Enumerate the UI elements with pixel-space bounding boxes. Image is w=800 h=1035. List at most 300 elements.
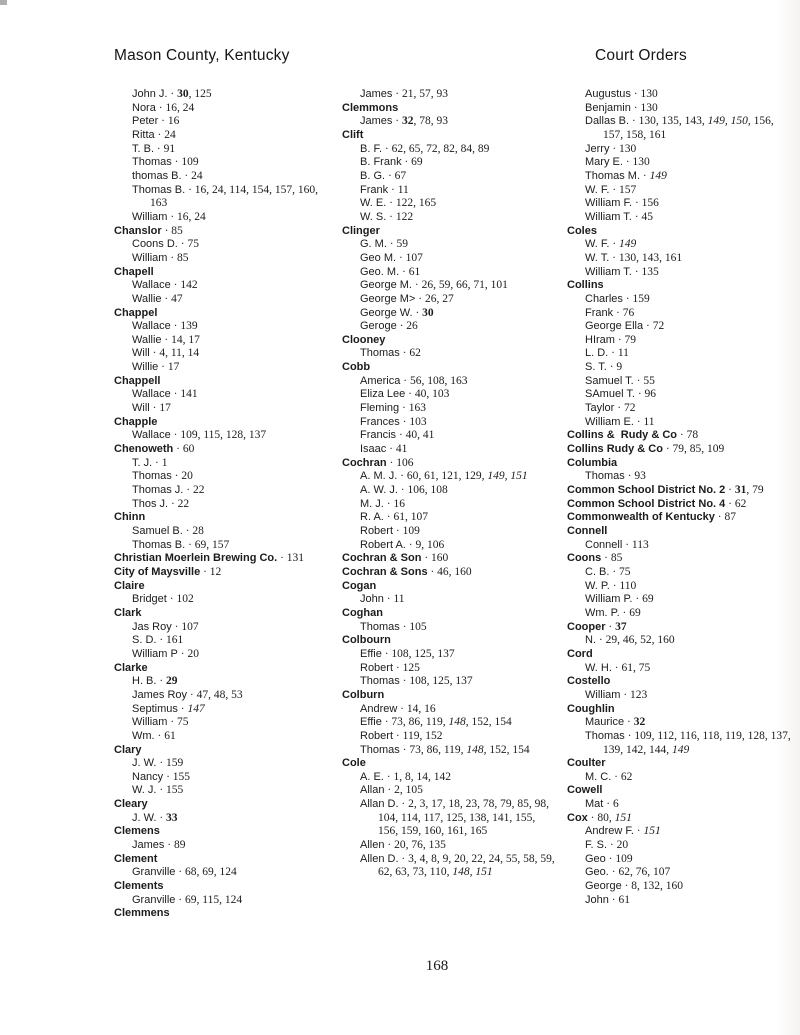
index-entry-segment: A. W. J. (360, 484, 398, 497)
index-entry-segment: William T. (585, 265, 632, 278)
index-entry-segment: 149 (619, 238, 637, 251)
index-surname-entry (114, 443, 328, 457)
index-entry-segment: · (421, 552, 432, 565)
index-given-name-entry (114, 470, 328, 484)
index-entry-segment: 62, 65, 72, 82, 84, 89 (391, 142, 490, 155)
index-entry-segment: Clemmens (114, 907, 170, 920)
index-entry-segment: Ritta (132, 128, 155, 141)
index-entry-segment: · (614, 333, 625, 346)
index-entry-segment: Clary (114, 743, 142, 756)
index-entry-segment: 122, 165 (395, 197, 437, 210)
index-entry-segment: , 152, 154 (483, 743, 530, 756)
index-given-name-entry (567, 716, 791, 730)
index-entry-segment: 73, 86, 119, (391, 716, 449, 729)
index-entry-segment: 17 (167, 361, 180, 374)
index-entry-segment: · (149, 402, 160, 415)
index-entry-segment: · (399, 675, 410, 688)
index-surname-entry (567, 784, 791, 798)
index-entry-segment: · (608, 347, 618, 360)
index-entry-segment: William F. (585, 197, 633, 210)
index-entry-segment: Robert (360, 661, 394, 674)
index-entry-segment: Commonwealth of Kentucky (567, 511, 715, 524)
index-entry-segment: 113 (631, 538, 649, 551)
index-entry-segment: 40, 103 (414, 388, 450, 401)
index-surname-entry (342, 361, 558, 375)
index-entry-segment: Will (132, 402, 150, 415)
index-entry-segment: B. Frank (360, 156, 402, 169)
index-entry-segment: 108, 125, 137 (409, 675, 473, 688)
index-given-name-entry (342, 662, 558, 676)
index-surname-entry (342, 552, 558, 566)
index-entry-segment: 24 (164, 128, 176, 141)
index-entry-segment: 47, 48, 53 (196, 688, 243, 701)
index-given-name-entry (342, 416, 558, 430)
index-given-name-entry (114, 703, 328, 717)
index-entry-segment: 148 (466, 743, 484, 756)
index-entry-segment: 11 (393, 593, 405, 606)
index-given-name-entry (342, 539, 558, 553)
index-entry-segment: 75 (619, 565, 631, 578)
index-entry-segment: 22 (192, 484, 205, 497)
index-entry-segment: 85 (610, 552, 623, 565)
index-entry-segment: Cox (567, 811, 588, 824)
index-given-name-entry (342, 115, 558, 129)
index-entry-segment: Thomas (360, 743, 400, 756)
index-entry-segment: Granville (132, 866, 176, 879)
index-surname-entry (342, 580, 558, 594)
index-given-name-entry (567, 771, 791, 785)
index-entry-segment: Nancy (132, 770, 164, 783)
index-given-name-entry (114, 730, 328, 744)
index-entry-segment: 130, 135, 143, (638, 115, 708, 128)
index-entry-segment: James (360, 88, 393, 100)
index-given-name-entry (114, 170, 328, 184)
index-given-name-entry (114, 320, 328, 334)
index-entry-segment: · (154, 128, 165, 141)
index-entry-segment: · (677, 429, 687, 442)
index-entry-segment: · (393, 729, 403, 742)
index-given-name-entry (114, 634, 328, 648)
index-entry-segment: Chappell (114, 374, 161, 387)
index-entry-segment: Clift (342, 128, 364, 141)
index-entry-segment: · (415, 292, 425, 305)
index-entry-segment: · (607, 839, 617, 852)
index-entry-segment: · (634, 388, 645, 401)
index-entry-segment: 61 (408, 265, 421, 278)
index-entry-segment: Effie (360, 716, 382, 729)
index-given-name-entry (342, 156, 558, 170)
index-entry-segment: Wallace (132, 279, 171, 292)
index-entry-segment: Francis (360, 429, 397, 442)
index-entry-segment: 159 (632, 292, 650, 305)
index-entry-segment: · (609, 251, 619, 264)
index-entry-segment: · (606, 361, 617, 374)
index-entry-segment: · (154, 729, 165, 742)
index-entry-segment: · (399, 402, 409, 415)
index-entry-segment: George (585, 880, 622, 893)
index-given-name-entry (114, 279, 328, 293)
index-entry-segment: Samuel T. (585, 374, 634, 387)
index-entry-segment: W. E. (360, 197, 387, 210)
index-given-name-entry (342, 252, 558, 266)
index-entry-segment: 75 (177, 716, 189, 729)
index-given-name-entry (342, 429, 558, 443)
index-entry-segment: 155 (172, 770, 191, 783)
index-entry-segment: · (383, 497, 394, 510)
index-entry-segment: · (182, 525, 193, 537)
index-entry-segment: · (725, 497, 735, 510)
index-entry-segment: T. J. (132, 456, 153, 469)
index-entry-segment: · (386, 197, 396, 210)
index-entry-segment: 11 (397, 183, 409, 196)
index-entry-segment: · (166, 593, 177, 606)
index-entry-segment: 141 (180, 388, 198, 401)
index-given-name-entry (567, 634, 791, 648)
index-given-name-entry (114, 525, 328, 539)
index-entry-segment: · (383, 770, 394, 783)
index-entry-segment: William E. (585, 415, 634, 428)
index-entry-segment: · (397, 702, 407, 715)
index-entry-segment: 69 (629, 606, 641, 619)
index-surname-entry (567, 812, 791, 826)
index-given-name-entry (342, 279, 558, 293)
index-entry-segment: · (167, 716, 178, 729)
index-entry-segment: 16, 24 (165, 101, 195, 114)
index-entry-segment: 119, 152 (402, 729, 443, 742)
index-surname-entry (114, 375, 328, 389)
index-entry-segment: 130 (632, 156, 650, 169)
index-entry-segment: 59 (396, 238, 408, 251)
index-entry-segment: 16, 24 (177, 210, 206, 223)
index-entry-segment: · (622, 292, 633, 305)
index-entry-segment: 1 (161, 456, 168, 469)
index-entry-segment: 105 (409, 620, 427, 633)
index-entry-segment: · (411, 279, 422, 292)
index-entry-segment: Cobb (342, 361, 371, 374)
index-entry-segment: Chinn (114, 511, 146, 524)
index-entry-segment: Cochran (342, 456, 387, 469)
index-given-name-entry (114, 129, 328, 143)
index-entry-segment: W. F. (585, 183, 610, 196)
index-given-name-entry (114, 784, 328, 798)
index-entry-segment: · (397, 484, 408, 497)
index-surname-entry (342, 689, 558, 703)
index-entry-segment: Coulter (567, 757, 606, 770)
index-surname-entry (114, 607, 328, 621)
index-entry-segment: J. W. (132, 811, 157, 824)
index-given-name-entry (114, 429, 328, 443)
index-column-2 (342, 88, 558, 880)
page-number: 168 (425, 958, 449, 974)
index-entry-segment: 109, 112, 116, 118, 119, 128, 137, 139, 142, 144, (603, 729, 791, 756)
index-given-name-entry (342, 293, 558, 307)
index-entry-segment: Clarke (114, 661, 148, 674)
index-entry-segment: Frank (585, 306, 614, 319)
index-entry-segment: · (175, 866, 185, 879)
index-entry-segment: Andrew (360, 702, 398, 715)
index-given-name-entry (567, 853, 791, 867)
index-surname-entry (567, 225, 791, 239)
index-given-name-entry (114, 102, 328, 116)
index-entry-segment: · (629, 115, 639, 128)
index-entry-segment: 163 (408, 402, 426, 415)
index-entry-segment: Coghan (342, 606, 383, 619)
index-entry-segment: 20 (187, 647, 199, 660)
index-entry-segment: 46, 160 (437, 565, 472, 578)
index-entry-segment: Willie (132, 361, 159, 374)
index-entry-segment: · (619, 606, 630, 619)
index-entry-segment: · (399, 347, 410, 360)
index-entry-segment: 62 (620, 770, 633, 783)
index-entry-segment: · (396, 320, 407, 333)
index-entry-segment: Thomas (585, 729, 625, 742)
index-entry-segment: · (412, 306, 423, 319)
index-entry-segment: James (132, 839, 165, 852)
index-entry-segment: Chenoweth (114, 443, 174, 456)
index-given-name-entry (114, 347, 328, 361)
index-entry-segment: · (383, 593, 394, 606)
index-entry-segment: Thos J. (132, 497, 169, 510)
index-surname-entry (342, 607, 558, 621)
index-entry-segment: 37 (615, 620, 627, 633)
index-entry-segment: 149 (649, 169, 667, 182)
index-entry-segment: 20, 76, 135 (394, 839, 446, 852)
running-header-left: Mason County, Kentucky (114, 47, 290, 64)
index-entry-segment: Will (132, 347, 150, 360)
index-entry-segment: · (605, 620, 616, 633)
index-entry-segment: Robert (360, 729, 394, 742)
index-given-name-entry (342, 784, 558, 798)
index-entry-segment: SAmuel T. (585, 388, 635, 401)
index-given-name-entry (342, 347, 558, 361)
index-given-name-entry (567, 211, 791, 225)
index-entry-segment: 26, 59, 66, 71, 101 (421, 279, 508, 292)
index-surname-entry (567, 443, 791, 457)
index-entry-segment: · (396, 251, 406, 264)
index-entry-segment: · (170, 429, 181, 442)
index-given-name-entry (114, 539, 328, 553)
index-entry-segment: · (384, 839, 395, 852)
index-given-name-entry (342, 730, 558, 744)
index-entry-segment: 69 (411, 156, 423, 169)
index-entry-segment: · (175, 893, 185, 906)
index-entry-segment: · (609, 565, 620, 578)
index-given-name-entry (567, 293, 791, 307)
index-entry-segment: A. E. (360, 770, 384, 783)
index-entry-segment: 26 (406, 320, 418, 333)
index-entry-segment: 72 (652, 320, 665, 333)
index-given-name-entry (567, 539, 791, 553)
index-entry-segment: · (158, 361, 168, 374)
index-entry-segment: · (161, 224, 172, 237)
index-entry-segment: 2, 3, 17, 18, 23, 78, 79, 85, 98, 104, 114, 117, 125, 138, 141, 155, 156, 159, 160, 161, 165 (378, 798, 549, 838)
index-entry-segment: George M. (360, 279, 412, 292)
index-entry-segment: 60 (182, 443, 195, 456)
index-entry-segment: Jerry (585, 142, 610, 155)
index-entry-segment: 131 (286, 552, 305, 565)
index-entry-segment: 107 (181, 620, 199, 633)
index-surname-entry (567, 279, 791, 293)
index-entry-segment: 87 (724, 511, 736, 524)
index-entry-segment: Coughlin (567, 702, 615, 715)
index-entry-segment: · (168, 497, 178, 510)
index-surname-entry (114, 552, 328, 566)
index-entry-segment: · (164, 839, 174, 852)
index-given-name-entry (567, 88, 791, 102)
index-entry-segment: Wallace (132, 388, 171, 401)
index-entry-segment: 11 (617, 347, 629, 360)
index-entry-segment: 89 (174, 839, 186, 852)
index-entry-segment: Collins & Rudy & Co (567, 429, 677, 442)
index-entry-segment: Geo. M. (360, 265, 400, 278)
index-entry-segment: George W. (360, 306, 413, 319)
index-entry-segment: Frances (360, 415, 400, 428)
index-given-name-entry (567, 825, 791, 839)
index-given-name-entry (342, 744, 558, 758)
index-surname-entry (342, 334, 558, 348)
index-entry-segment: 76 (622, 306, 635, 319)
index-entry-segment: Common School District No. 2 (567, 484, 726, 497)
index-entry-segment: W. T. (585, 251, 610, 264)
index-entry-segment: · (611, 770, 621, 783)
index-entry-segment: 33 (166, 811, 178, 824)
index-entry-segment: · (405, 538, 416, 551)
index-entry-segment: Collins (567, 279, 604, 292)
index-entry-segment: 93 (634, 470, 646, 483)
index-given-name-entry (114, 894, 328, 908)
index-given-name-entry (567, 361, 791, 375)
index-given-name-entry (567, 156, 791, 170)
index-surname-entry (114, 225, 328, 239)
index-surname-entry (567, 525, 791, 539)
index-entry-segment: 61, 75 (621, 661, 651, 674)
index-entry-segment: William (585, 688, 621, 701)
index-given-name-entry (342, 402, 558, 416)
index-entry-segment: 60, 61, 121, 129, (406, 470, 488, 483)
index-surname-entry (342, 102, 558, 116)
index-entry-segment: · (386, 456, 397, 469)
index-given-name-entry (114, 498, 328, 512)
index-entry-segment: M. J. (360, 497, 384, 510)
index-surname-entry (114, 566, 328, 580)
index-entry-segment: · (725, 484, 735, 497)
index-entry-segment: · (609, 579, 620, 592)
index-entry-segment: · (156, 811, 167, 824)
index-entry-segment: Columbia (567, 456, 618, 469)
index-entry-segment: 155 (166, 784, 184, 797)
index-entry-segment: City of Maysville (114, 565, 201, 578)
index-surname-entry (114, 825, 328, 839)
index-entry-segment: 96 (644, 388, 657, 401)
index-entry-segment: Thomas (360, 620, 400, 633)
index-entry-segment: · (386, 443, 396, 456)
index-entry-segment: Cochran & Sons (342, 565, 428, 578)
index-entry-segment: C. B. (585, 565, 610, 578)
index-surname-entry (567, 552, 791, 566)
index-given-name-entry (114, 88, 328, 102)
index-entry-segment: · (596, 634, 606, 647)
index-surname-entry (567, 484, 791, 498)
index-entry-segment: · (381, 647, 392, 660)
index-entry-segment: George M> (360, 292, 416, 305)
index-entry-segment: 28 (192, 525, 204, 537)
index-entry-segment: 1, 8, 14, 142 (393, 770, 451, 783)
index-entry-segment: Costello (567, 675, 611, 688)
index-entry-segment: R. A. (360, 511, 384, 524)
index-column-3 (567, 88, 791, 907)
index-entry-segment: · (633, 415, 644, 428)
index-entry-segment: · (393, 525, 403, 537)
index-entry-segment: S. D. (132, 634, 157, 647)
index-entry-segment: Chapple (114, 415, 158, 428)
index-surname-entry (567, 757, 791, 771)
index-entry-segment: 31 (734, 484, 747, 497)
index-entry-segment: 108, 125, 137 (391, 647, 455, 660)
index-entry-segment: · (609, 142, 620, 155)
index-entry-segment: · (630, 101, 641, 114)
index-surname-entry (567, 498, 791, 512)
index-entry-segment: · (385, 169, 395, 182)
index-given-name-entry (342, 525, 558, 539)
index-column-1 (114, 88, 328, 921)
index-given-name-entry (342, 716, 558, 730)
index-given-name-entry (567, 334, 791, 348)
index-entry-segment: · (386, 210, 396, 223)
index-surname-entry (567, 675, 791, 689)
index-entry-segment: Jas Roy (132, 620, 172, 633)
index-entry-segment: America (360, 374, 401, 387)
index-given-name-entry (114, 238, 328, 252)
index-entry-segment: Christian Moerlein Brewing Co. (114, 552, 278, 565)
index-entry-segment: · (382, 142, 392, 155)
index-entry-segment: Effie (360, 647, 382, 660)
index-entry-segment: 47 (171, 292, 183, 305)
index-entry-segment: 69 (642, 593, 654, 606)
index-entry-segment: · (185, 538, 195, 551)
index-entry-segment: · (611, 661, 622, 674)
index-entry-segment: 78 (686, 429, 699, 442)
index-entry-segment: Cowell (567, 784, 603, 797)
index-entry-segment: Mary E. (585, 156, 623, 169)
index-entry-segment: 109 (181, 156, 199, 169)
index-given-name-entry (114, 143, 328, 157)
index-entry-segment: Geroge (360, 320, 397, 333)
index-entry-segment: 14, 17 (171, 333, 200, 346)
index-entry-segment: Wm. P. (585, 606, 620, 619)
index-given-name-entry (114, 675, 328, 689)
index-entry-segment: · (155, 101, 166, 114)
index-entry-segment: 16 (167, 115, 180, 128)
index-entry-segment: · (384, 784, 395, 797)
index-given-name-entry (342, 170, 558, 184)
index-entry-segment: 79, 85, 109 (672, 443, 725, 456)
index-entry-segment: · (613, 306, 623, 319)
index-entry-segment: · (156, 784, 167, 797)
index-entry-segment: 40, 41 (405, 429, 435, 442)
index-entry-segment: · (392, 88, 402, 100)
index-entry-segment: 26, 27 (424, 292, 454, 305)
index-given-name-entry (567, 184, 791, 198)
index-given-name-entry (342, 853, 558, 880)
index-entry-segment: Geo. (585, 866, 609, 879)
index-entry-segment: , 125 (188, 88, 212, 100)
index-given-name-entry (342, 238, 558, 252)
index-entry-segment: 14, 16 (406, 702, 436, 715)
index-given-name-entry (114, 621, 328, 635)
index-entry-segment: · (396, 429, 406, 442)
index-given-name-entry (567, 689, 791, 703)
index-given-name-entry (114, 402, 328, 416)
